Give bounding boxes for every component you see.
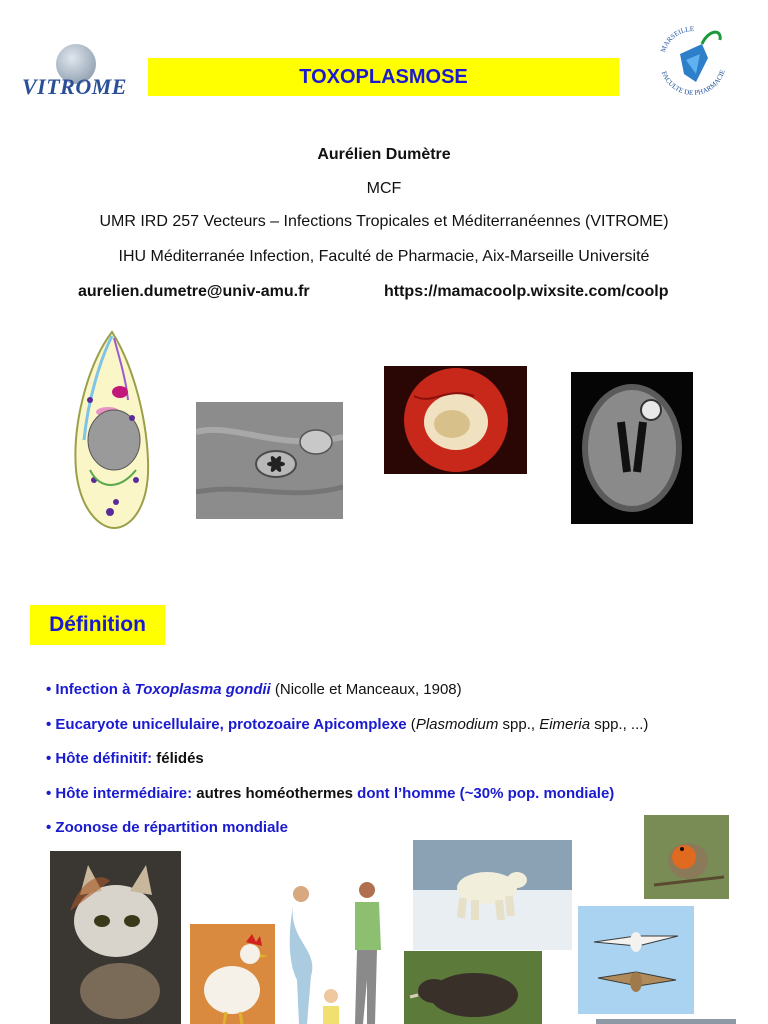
vitrome-logo xyxy=(22,44,126,98)
brain-mri-scan xyxy=(571,372,693,524)
definition-heading: Définition xyxy=(49,613,146,636)
bullet-definitive-host xyxy=(46,750,204,767)
toxoplasma-cell-diagram xyxy=(70,330,154,530)
bullet-intermediate-host xyxy=(46,785,614,802)
human-family-illustration xyxy=(285,880,390,1024)
vitrome-logo-text: VITROME xyxy=(22,74,127,99)
oocyst-micrograph xyxy=(196,402,343,519)
author-email-link[interactable]: aurelien.dumetre@univ-amu.fr xyxy=(78,283,310,300)
bullet-value: félidés xyxy=(152,750,204,767)
bullet-spp: spp., ...) xyxy=(590,716,649,733)
bullet-genus: Eimeria xyxy=(539,716,591,733)
bullet-text: • Infection à xyxy=(46,681,135,698)
bullet-spp: spp., xyxy=(498,716,540,733)
polar-bear-photo xyxy=(413,840,572,950)
logo-arc-bottom: FACULTE DE PHARMACIE xyxy=(659,68,727,98)
author-website-link[interactable]: https://mamacoolp.wixsite.com/coolp xyxy=(384,283,669,300)
birds-of-prey-photo xyxy=(578,906,694,1014)
author-lab: UMR IRD 257 Vecteurs – Infections Tropicales et Méditerranéennes (VITROME) xyxy=(99,213,669,230)
bullet-species: Toxoplasma gondii xyxy=(134,681,271,698)
bullet-eucaryote xyxy=(46,716,648,733)
page-title: TOXOPLASMOSE xyxy=(299,66,468,88)
bullet-human: dont l’homme (~30% pop. mondiale) xyxy=(353,785,615,802)
logo-arc-top: MARSEILLE xyxy=(659,24,695,54)
bullet-text: • Hôte définitif: xyxy=(46,750,153,767)
author-position: MCF xyxy=(366,180,402,197)
bullet-genus: Plasmodium xyxy=(415,716,499,733)
bullet-paren: ( xyxy=(406,716,416,733)
cat-photo xyxy=(50,851,181,1024)
bullet-text: • Zoonose de répartition mondiale xyxy=(46,819,288,836)
wild-boar-photo xyxy=(404,951,542,1024)
bullet-ref: (Nicolle et Manceaux, 1908) xyxy=(270,681,462,698)
bullet-zoonose xyxy=(46,819,288,836)
partial-photo-bottom xyxy=(596,1019,736,1024)
bullet-text: • Hôte intermédiaire: xyxy=(46,785,193,802)
bullet-value: autres homéothermes xyxy=(192,785,354,802)
pharmacy-faculty-logo xyxy=(650,16,736,100)
author-name: Aurélien Dumètre xyxy=(317,146,451,163)
bullet-infection xyxy=(46,681,462,698)
chicken-photo xyxy=(190,924,275,1024)
author-institution: IHU Méditerranée Infection, Faculté de Pharmacie, Aix-Marseille Université xyxy=(118,248,650,265)
robin-bird-photo xyxy=(644,815,729,899)
retinochoroiditis-fundus-photo xyxy=(384,366,527,474)
bullet-text: • Eucaryote unicellulaire, protozoaire Apicomplexe xyxy=(46,716,407,733)
